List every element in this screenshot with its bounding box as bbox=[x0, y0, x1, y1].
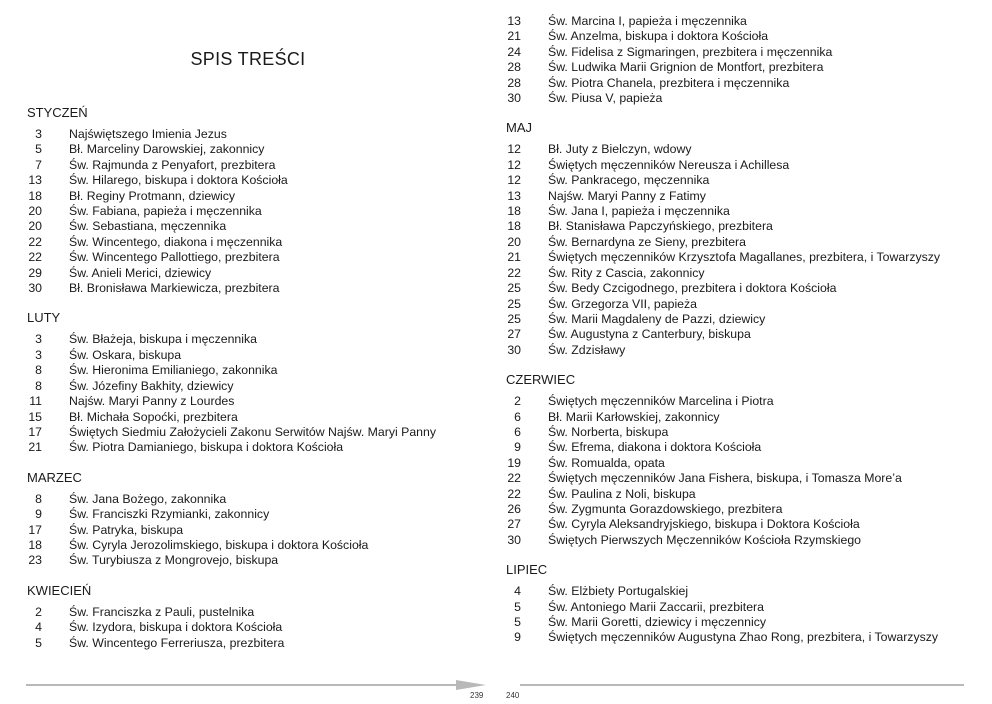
toc-entry bbox=[506, 425, 976, 440]
page-turn-arrow-icon bbox=[456, 680, 486, 690]
entry-name: Św. Anzelma, biskupa i doktora Kościoła bbox=[548, 29, 769, 44]
entry-name: Bł. Juty z Bielczyn, wdowy bbox=[548, 142, 692, 157]
toc-entry bbox=[27, 332, 477, 347]
entry-day: 26 bbox=[507, 501, 521, 516]
entry-day: 2 bbox=[35, 604, 42, 619]
right-column bbox=[506, 14, 976, 646]
entry-name: Św. Jana Bożego, zakonnika bbox=[69, 491, 227, 506]
entry-list bbox=[27, 605, 477, 651]
entry-day: 28 bbox=[507, 60, 521, 75]
entry-day: 19 bbox=[507, 455, 521, 470]
entry-name: Św. Augustyna z Canterbury, biskupa bbox=[548, 327, 751, 342]
entry-day: 9 bbox=[35, 507, 42, 522]
toc-entry bbox=[506, 91, 976, 106]
left-column bbox=[27, 105, 477, 651]
entry-name: Św. Zdzisławy bbox=[548, 342, 626, 357]
entry-day: 25 bbox=[507, 281, 521, 296]
toc-entry bbox=[27, 250, 477, 265]
toc-entry bbox=[27, 127, 477, 142]
entry-name: Bł. Stanisława Papczyńskiego, prezbitera bbox=[548, 219, 773, 234]
page-title: SPIS TREŚCI bbox=[190, 49, 306, 69]
entry-name: Św. Rajmunda z Penyafort, prezbitera bbox=[69, 157, 276, 172]
entry-name: Świętych Pierwszych Męczenników Kościoła Rzymskiego bbox=[548, 532, 861, 547]
entry-name: Najświętszego Imienia Jezus bbox=[69, 127, 227, 141]
toc-entry bbox=[506, 60, 976, 75]
entry-day: 18 bbox=[28, 188, 42, 203]
toc-entry bbox=[506, 189, 976, 204]
entry-day: 12 bbox=[507, 157, 521, 172]
entry-name: Św. Anieli Merici, dziewicy bbox=[69, 265, 212, 280]
entry-day: 8 bbox=[35, 363, 42, 378]
entry-name: Św. Ludwika Marii Grignion de Montfort, prezbitera bbox=[548, 60, 824, 75]
toc-entry bbox=[506, 45, 976, 60]
entry-name: Bł. Michała Sopoćki, prezbitera bbox=[69, 409, 238, 424]
entry-day: 9 bbox=[514, 630, 521, 645]
entry-name: Św. Piotra Chanela, prezbitera i męczennika bbox=[548, 75, 790, 90]
entry-day: 21 bbox=[28, 440, 42, 455]
entry-day: 3 bbox=[35, 332, 42, 347]
entry-name: Św. Bedy Czcigodnego, prezbitera i doktora Kościoła bbox=[548, 281, 837, 296]
entry-day: 24 bbox=[507, 44, 521, 59]
toc-entry bbox=[27, 142, 477, 157]
toc-entry bbox=[27, 492, 477, 507]
entry-day: 2 bbox=[514, 394, 521, 409]
entry-name: Św. Rity z Cascia, zakonnicy bbox=[548, 265, 705, 280]
toc-entry bbox=[506, 158, 976, 173]
entry-name: Św. Grzegorza VII, papieża bbox=[548, 296, 698, 311]
entry-day: 27 bbox=[507, 517, 521, 532]
toc-entry bbox=[506, 219, 976, 234]
entry-name: Świętych męczenników Krzysztofa Magallanes, prezbitera, i Towarzyszy bbox=[548, 250, 941, 265]
entry-name: Św. Wincentego, diakona i męczennika bbox=[69, 234, 283, 249]
entry-day: 5 bbox=[35, 635, 42, 650]
entry-name: Świętych męczenników Jana Fishera, biskupa, i Tomasza More’a bbox=[548, 471, 902, 486]
month-heading: LIPIEC bbox=[506, 562, 548, 578]
toc-entry bbox=[506, 502, 976, 517]
entry-day: 30 bbox=[28, 281, 42, 296]
toc-entry bbox=[506, 615, 976, 630]
toc-entry bbox=[506, 281, 976, 296]
month-section bbox=[506, 372, 976, 548]
toc-entry bbox=[506, 440, 976, 455]
toc-entry bbox=[27, 266, 477, 281]
entry-name: Św. Franciszka z Pauli, pustelnika bbox=[69, 604, 255, 619]
toc-entry bbox=[506, 600, 976, 615]
toc-entry bbox=[27, 363, 477, 378]
entry-list bbox=[27, 492, 477, 569]
entry-list bbox=[27, 332, 477, 455]
entry-day: 30 bbox=[507, 532, 521, 547]
entry-name: Św. Hieronima Emilianiego, zakonnika bbox=[69, 363, 278, 378]
entry-day: 18 bbox=[507, 219, 521, 234]
toc-entry bbox=[506, 410, 976, 425]
entry-day: 5 bbox=[514, 599, 521, 614]
entry-day: 17 bbox=[28, 424, 42, 439]
entry-name: Św. Marii Goretti, dziewicy i męczennicy bbox=[548, 615, 766, 629]
entry-day: 7 bbox=[35, 157, 42, 172]
toc-entry bbox=[506, 266, 976, 281]
entry-day: 8 bbox=[35, 378, 42, 393]
toc-entry bbox=[27, 204, 477, 219]
entry-name: Św. Fabiana, papieża i męczennika bbox=[69, 204, 262, 219]
entry-day: 21 bbox=[507, 250, 521, 265]
entry-name: Św. Fidelisa z Sigmaringen, prezbitera i męczennika bbox=[548, 44, 833, 59]
entry-name: Św. Sebastiana, męczennika bbox=[69, 219, 227, 234]
entry-name: Św. Cyryla Aleksandryjskiego, biskupa i Doktora Kościoła bbox=[548, 517, 860, 532]
entry-name: Bł. Marceliny Darowskiej, zakonnicy bbox=[69, 142, 265, 157]
entry-day: 27 bbox=[507, 327, 521, 342]
toc-entry bbox=[506, 471, 976, 486]
entry-name: Św. Piusa V, papieża bbox=[548, 91, 663, 106]
entry-day: 25 bbox=[507, 296, 521, 311]
entry-day: 5 bbox=[514, 615, 521, 629]
entry-name: Św. Józefiny Bakhity, dziewicy bbox=[69, 378, 234, 393]
month-section bbox=[27, 310, 477, 455]
entry-day: 25 bbox=[507, 311, 521, 326]
month-section bbox=[506, 120, 976, 358]
toc-entry bbox=[506, 29, 976, 44]
toc-entry bbox=[27, 281, 477, 296]
month-heading: KWIECIEŃ bbox=[27, 582, 92, 598]
toc-entry bbox=[506, 394, 976, 409]
toc-entry bbox=[506, 312, 976, 327]
toc-entry bbox=[27, 219, 477, 234]
toc-entry bbox=[506, 235, 976, 250]
entry-name: Św. Marcina I, papieża i męczennika bbox=[548, 14, 747, 28]
entry-day: 30 bbox=[507, 342, 521, 357]
entry-day: 4 bbox=[514, 584, 521, 599]
entry-day: 3 bbox=[35, 127, 42, 141]
entry-name: Św. Elżbiety Portugalskiej bbox=[548, 584, 689, 599]
entry-name: Św. Zygmunta Gorazdowskiego, prezbitera bbox=[548, 501, 783, 516]
entry-name: Św. Franciszki Rzymianki, zakonnicy bbox=[69, 507, 270, 522]
toc-entry bbox=[27, 189, 477, 204]
toc-entry bbox=[506, 173, 976, 188]
entry-day: 21 bbox=[507, 29, 521, 44]
toc-entry bbox=[27, 538, 477, 553]
entry-name: Św. Izydora, biskupa i doktora Kościoła bbox=[69, 620, 283, 635]
entry-day: 13 bbox=[507, 14, 521, 28]
entry-day: 5 bbox=[35, 142, 42, 157]
toc-entry bbox=[506, 250, 976, 265]
entry-day: 9 bbox=[514, 440, 521, 455]
entry-day: 13 bbox=[507, 188, 521, 203]
entry-day: 30 bbox=[507, 91, 521, 106]
entry-name: Najśw. Maryi Panny z Lourdes bbox=[69, 394, 235, 409]
month-heading: CZERWIEC bbox=[506, 372, 576, 388]
entry-name: Św. Oskara, biskupa bbox=[69, 347, 182, 362]
entry-name: Świętych męczenników Nereusza i Achillesa bbox=[548, 157, 790, 172]
entry-name: Św. Antoniego Marii Zaccarii, prezbitera bbox=[548, 599, 764, 614]
entry-day: 22 bbox=[507, 486, 521, 501]
toc-entry bbox=[506, 204, 976, 219]
toc-entry bbox=[27, 379, 477, 394]
entry-name: Św. Błażeja, biskupa i męczennika bbox=[69, 332, 257, 347]
toc-entry bbox=[27, 410, 477, 425]
entry-day: 8 bbox=[35, 491, 42, 506]
entry-day: 13 bbox=[28, 173, 42, 188]
toc-entry bbox=[27, 425, 477, 440]
entry-day: 28 bbox=[507, 75, 521, 90]
entry-day: 6 bbox=[514, 409, 521, 424]
month-heading: MARZEC bbox=[27, 469, 82, 485]
month-section bbox=[27, 105, 477, 296]
toc-entry bbox=[506, 487, 976, 502]
entry-name: Św. Hilarego, biskupa i doktora Kościoła bbox=[69, 173, 288, 188]
toc-entry bbox=[506, 327, 976, 342]
entry-day: 15 bbox=[28, 409, 42, 424]
entry-list bbox=[506, 394, 976, 548]
entry-name: Św. Turybiusza z Mongrovejo, biskupa bbox=[69, 553, 279, 568]
footer-rule-left bbox=[26, 684, 458, 686]
toc-entry bbox=[506, 456, 976, 471]
entry-day: 17 bbox=[28, 522, 42, 537]
toc-entry bbox=[506, 584, 976, 599]
entry-day: 23 bbox=[28, 553, 42, 568]
entry-day: 20 bbox=[28, 219, 42, 234]
entry-list bbox=[506, 142, 976, 358]
entry-name: Św. Efrema, diakona i doktora Kościoła bbox=[548, 440, 762, 455]
entry-day: 3 bbox=[35, 347, 42, 362]
entry-day: 6 bbox=[514, 424, 521, 439]
toc-entry bbox=[506, 297, 976, 312]
month-heading: STYCZEŃ bbox=[27, 105, 88, 120]
toc-entry bbox=[27, 440, 477, 455]
month-section bbox=[506, 562, 976, 646]
toc-entry bbox=[27, 636, 477, 651]
toc-entry bbox=[506, 630, 976, 645]
entry-name: Św. Bernardyna ze Sieny, prezbitera bbox=[548, 234, 746, 249]
entry-list bbox=[506, 584, 976, 646]
toc-entry bbox=[27, 553, 477, 568]
entry-name: Św. Pankracego, męczennika bbox=[548, 173, 710, 188]
entry-name: Św. Cyryla Jerozolimskiego, biskupa i doktora Kościoła bbox=[69, 537, 369, 552]
entry-name: Świętych Siedmiu Założycieli Zakonu Serwitów Najśw. Maryi Panny bbox=[69, 424, 436, 439]
toc-entry bbox=[27, 605, 477, 620]
toc-entry bbox=[506, 517, 976, 532]
entry-day: 22 bbox=[507, 471, 521, 486]
entry-day: 18 bbox=[28, 537, 42, 552]
month-heading: LUTY bbox=[27, 310, 61, 326]
entry-name: Św. Wincentego Ferreriusza, prezbitera bbox=[69, 635, 285, 650]
entry-day: 12 bbox=[507, 173, 521, 188]
toc-entry bbox=[506, 142, 976, 157]
month-section bbox=[506, 14, 976, 106]
toc-entry bbox=[27, 348, 477, 363]
toc-entry bbox=[27, 235, 477, 250]
entry-day: 20 bbox=[507, 234, 521, 249]
month-section bbox=[27, 583, 477, 651]
entry-name: Św. Paulina z Noli, biskupa bbox=[548, 486, 696, 501]
entry-list bbox=[27, 127, 477, 296]
entry-name: Św. Wincentego Pallottiego, prezbitera bbox=[69, 250, 280, 265]
month-section bbox=[27, 470, 477, 569]
toc-entry bbox=[506, 76, 976, 91]
entry-name: Św. Norberta, biskupa bbox=[548, 424, 669, 439]
entry-day: 29 bbox=[28, 265, 42, 280]
toc-entry bbox=[506, 533, 976, 548]
entry-name: Świętych męczenników Augustyna Zhao Rong, prezbitera, i Towarzyszy bbox=[548, 630, 939, 645]
entry-day: 11 bbox=[29, 394, 42, 409]
entry-name: Św. Marii Magdaleny de Pazzi, dziewicy bbox=[548, 311, 766, 326]
toc-entry bbox=[506, 14, 976, 29]
entry-day: 18 bbox=[507, 204, 521, 219]
toc-entry bbox=[27, 523, 477, 538]
toc-entry bbox=[506, 343, 976, 358]
entry-name: Bł. Reginy Protmann, dziewicy bbox=[69, 188, 236, 203]
entry-name: Św. Romualda, opata bbox=[548, 455, 665, 470]
page-number-left: 239 bbox=[470, 691, 484, 700]
entry-list bbox=[506, 14, 976, 106]
entry-day: 12 bbox=[507, 142, 521, 157]
toc-entry bbox=[27, 158, 477, 173]
toc-entry bbox=[27, 173, 477, 188]
entry-day: 22 bbox=[28, 234, 42, 249]
footer-rule-right bbox=[520, 684, 964, 686]
toc-entry bbox=[27, 507, 477, 522]
entry-name: Świętych męczenników Marcelina i Piotra bbox=[548, 394, 774, 409]
month-heading: MAJ bbox=[506, 120, 532, 136]
entry-name: Św. Patryka, biskupa bbox=[69, 522, 184, 537]
entry-day: 22 bbox=[507, 265, 521, 280]
entry-name: Bł. Bronisława Markiewicza, prezbitera bbox=[69, 281, 280, 296]
entry-name: Najśw. Maryi Panny z Fatimy bbox=[548, 188, 706, 203]
entry-day: 20 bbox=[28, 204, 42, 219]
entry-name: Bł. Marii Karłowskiej, zakonnicy bbox=[548, 409, 720, 424]
entry-name: Św. Piotra Damianiego, biskupa i doktora Kościoła bbox=[69, 440, 344, 455]
entry-day: 22 bbox=[28, 250, 42, 265]
page-number-right: 240 bbox=[506, 691, 520, 700]
entry-name: Św. Jana I, papieża i męczennika bbox=[548, 204, 730, 219]
toc-entry bbox=[27, 620, 477, 635]
entry-day: 4 bbox=[35, 620, 42, 635]
toc-entry bbox=[27, 394, 477, 409]
